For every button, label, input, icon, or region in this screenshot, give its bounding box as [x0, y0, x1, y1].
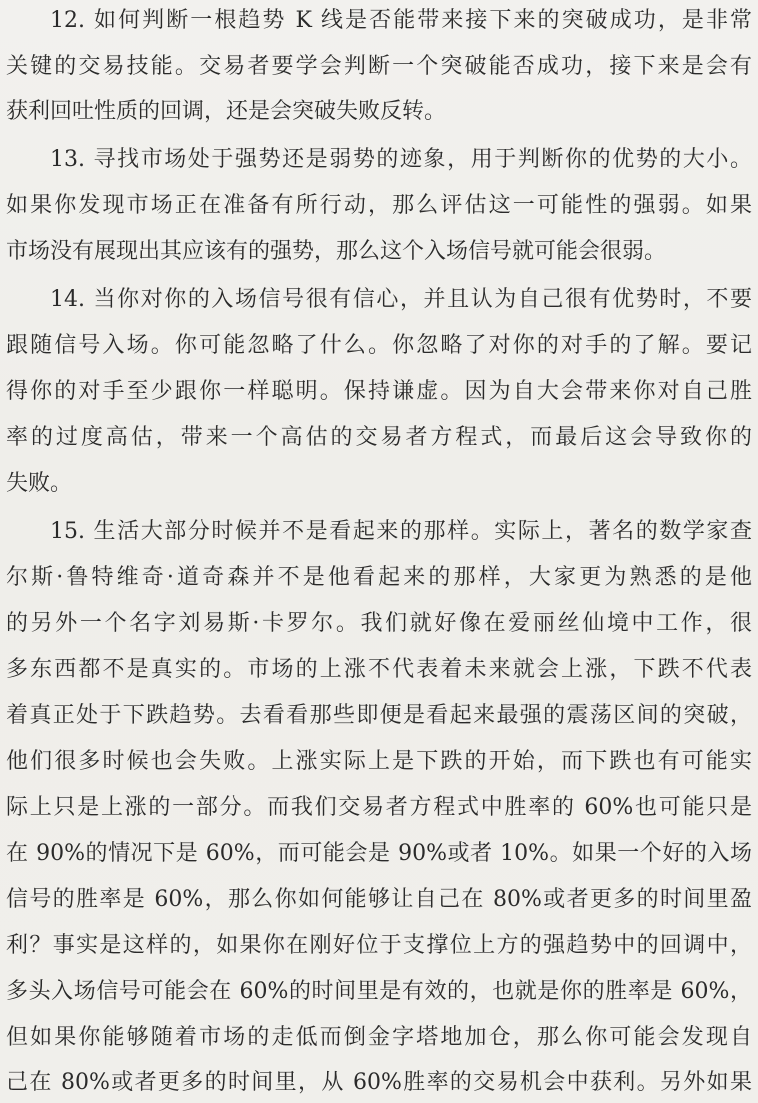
text-line: 信号的胜率是 60%，那么你如何能够让自己在 80%或者更多的时间里盈	[6, 887, 752, 912]
text-line: 得你的对手至少跟你一样聪明。保持谦虚。因为自大会带来你对自己胜	[6, 379, 752, 404]
text-line: 14. 当你对你的入场信号很有信心，并且认为自己很有优势时，不要	[50, 287, 752, 312]
text-line: 他们很多时候也会失败。上涨实际上是下跌的开始，而下跌也有可能实	[6, 749, 752, 774]
text-line: 率的过度高估，带来一个高估的交易者方程式，而最后这会导致你的	[6, 425, 752, 450]
text-line: 关键的交易技能。交易者要学会判断一个突破能否成功，接下来是会有	[6, 54, 752, 79]
text-line: 但如果你能够随着市场的走低而倒金字塔地加仓，那么你可能会发现自	[6, 1025, 752, 1050]
text-line: 市场没有展现出其应该有的强势，那么这个入场信号就可能会很弱。	[6, 239, 667, 264]
text-line: 如果你发现市场正在准备有所行动，那么评估这一可能性的强弱。如果	[6, 193, 752, 218]
text-line: 13. 寻找市场处于强势还是弱势的迹象，用于判断你的优势的大小。	[50, 147, 752, 172]
book-page	[6, 0, 752, 1103]
text-line: 己在 80%或者更多的时间里，从 60%胜率的交易机会中获利。另外如果	[6, 1070, 752, 1095]
text-line: 的另外一个名字刘易斯·卡罗尔。我们就好像在爱丽丝仙境中工作，很	[6, 611, 752, 636]
text-line: 在 90%的情况下是 60%，而可能会是 90%或者 10%。如果一个好的入场	[6, 841, 752, 866]
text-line: 着真正处于下跌趋势。去看看那些即便是看起来最强的震荡区间的突破，	[6, 703, 752, 728]
text-line: 多东西都不是真实的。市场的上涨不代表着未来就会上涨，下跌不代表	[6, 657, 752, 682]
text-line: 多头入场信号可能会在 60%的时间里是有效的，也就是你的胜率是 60%，	[6, 979, 752, 1004]
text-line: 跟随信号入场。你可能忽略了什么。你忽略了对你的对手的了解。要记	[6, 333, 752, 358]
text-line: 尔斯·鲁特维奇·道奇森并不是他看起来的那样，大家更为熟悉的是他	[6, 565, 752, 590]
text-line: 际上只是上涨的一部分。而我们交易者方程式中胜率的 60%也可能只是	[6, 795, 752, 820]
text-line: 利？事实是这样的，如果你在刚好位于支撑位上方的强趋势中的回调中，	[6, 933, 752, 958]
text-line: 12. 如何判断一根趋势 K 线是否能带来接下来的突破成功，是非常	[50, 8, 752, 33]
text-line: 15. 生活大部分时候并不是看起来的那样。实际上，著名的数学家查	[50, 519, 752, 544]
text-line: 获利回吐性质的回调，还是会突破失败反转。	[6, 99, 447, 124]
text-line: 失败。	[6, 471, 73, 496]
